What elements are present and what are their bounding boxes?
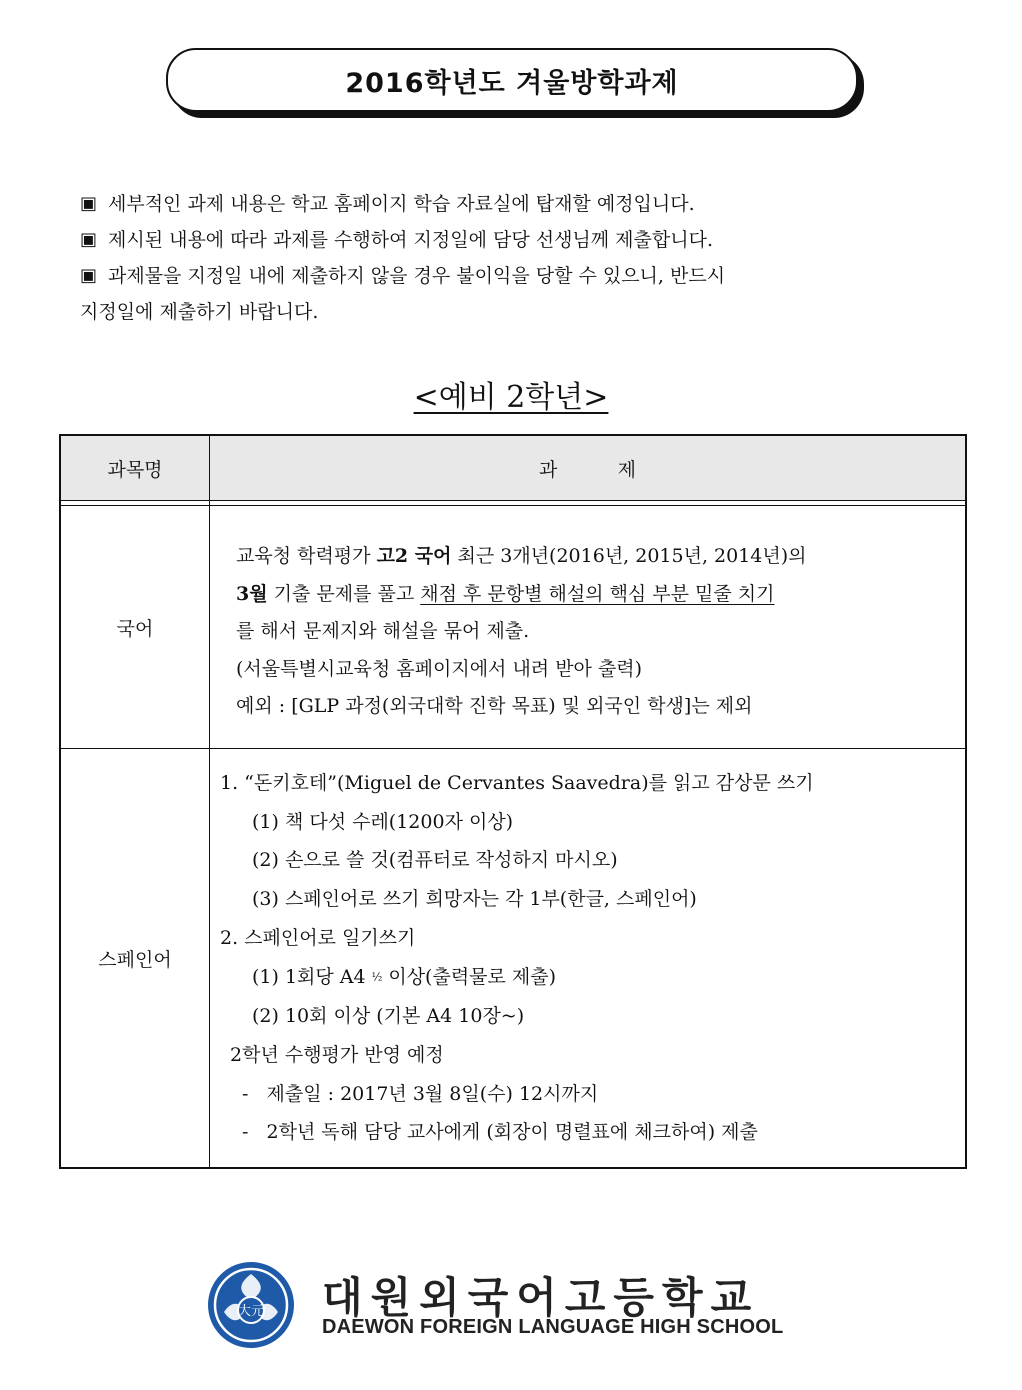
notice-item: [80, 186, 960, 222]
fraction-half: ½: [371, 970, 383, 984]
header-task: 과 제: [210, 435, 967, 501]
task-line: 1. “돈키호테”(Miguel de Cervantes Saavedra)를 읽고 감상문 쓰기: [220, 771, 814, 794]
task-text-underlined: 채점 후 문항별 해설의 핵심 부분 밑줄 치기: [420, 582, 775, 605]
table-row-korean: [60, 506, 966, 749]
school-name-korean: 대원외국어고등학교: [322, 1273, 760, 1322]
school-emblem-icon: [206, 1260, 296, 1350]
notice-text: 제시된 내용에 따라 과제를 수행하여 지정일에 담당 선생님께 제출합니다.: [108, 229, 713, 251]
subject-korean: 국어: [60, 506, 210, 749]
notice-list: [80, 186, 960, 330]
table-header-row: [60, 435, 966, 501]
task-line: [236, 538, 965, 576]
task-text: 최근 3개년(2016년, 2015년, 2014년)의: [451, 545, 807, 568]
task-spanish: [210, 749, 967, 1169]
page-title: 2016학년도 겨울방학과제: [345, 67, 679, 99]
square-bullet-icon: ▣: [80, 229, 98, 250]
task-line: (2) 손으로 쓸 것(컴퓨터로 작성하지 마시오): [252, 849, 618, 872]
task-text: 교육청 학력평가: [236, 545, 377, 568]
notice-text: 세부적인 과제 내용은 학교 홈페이지 학습 자료실에 탑재할 예정입니다.: [108, 193, 695, 215]
square-bullet-icon: ▣: [80, 193, 98, 214]
task-line: 2. 스페인어로 일기쓰기: [220, 926, 416, 949]
task-line: 예외 : [GLP 과정(외국대학 진학 목표) 및 외국인 학생]는 제외: [236, 695, 753, 718]
task-korean: [210, 506, 967, 749]
table-row-spanish: [60, 749, 966, 1169]
task-text: 이상(출력물로 제출): [382, 965, 557, 988]
header-subject: 과목명: [60, 435, 210, 501]
task-text: 기출 문제를 풀고: [267, 582, 421, 605]
notice-item: [80, 258, 960, 294]
task-line: (3) 스페인어로 쓰기 희망자는 각 1부(한글, 스페인어): [252, 888, 697, 911]
task-line: 2학년 수행평가 반영 예정: [230, 1043, 444, 1066]
task-line: - 2학년 독해 담당 교사에게 (회장이 명렬표에 체크하여) 제출: [242, 1121, 758, 1144]
task-line: (1) 책 다섯 수레(1200자 이상): [252, 810, 514, 833]
notice-text: 과제물을 지정일 내에 제출하지 않을 경우 불이익을 당할 수 있으니, 반드시: [108, 265, 726, 287]
emblem-text: 大元: [237, 1304, 265, 1319]
title-banner: [166, 48, 858, 112]
square-bullet-icon: ▣: [80, 265, 98, 286]
task-line: (2) 10회 이상 (기본 A4 10장~): [252, 1005, 525, 1028]
task-line: [236, 576, 965, 614]
task-line: (서울특별시교육청 홈페이지에서 내려 받아 출력): [236, 657, 643, 680]
subtitle-text: <예비 2학년>: [413, 380, 609, 415]
notice-continuation: 지정일에 제출하기 바랍니다.: [80, 301, 319, 323]
subject-spanish: 스페인어: [60, 749, 210, 1169]
task-text-bold: 고2 국어: [376, 545, 452, 568]
task-line: - 제출일 : 2017년 3월 8일(수) 12시까지: [242, 1082, 599, 1105]
task-line: 를 해서 문제지와 해설을 묶어 제출.: [236, 620, 530, 643]
task-text: (1) 1회당 A4: [252, 965, 372, 988]
notice-item: [80, 222, 960, 258]
school-name-english: DAEWON FOREIGN LANGUAGE HIGH SCHOOL: [322, 1316, 784, 1338]
task-text-bold: 3월: [236, 582, 268, 605]
grade-subtitle: [0, 372, 1022, 416]
task-line: [220, 958, 965, 997]
assignment-table: [59, 434, 967, 1169]
